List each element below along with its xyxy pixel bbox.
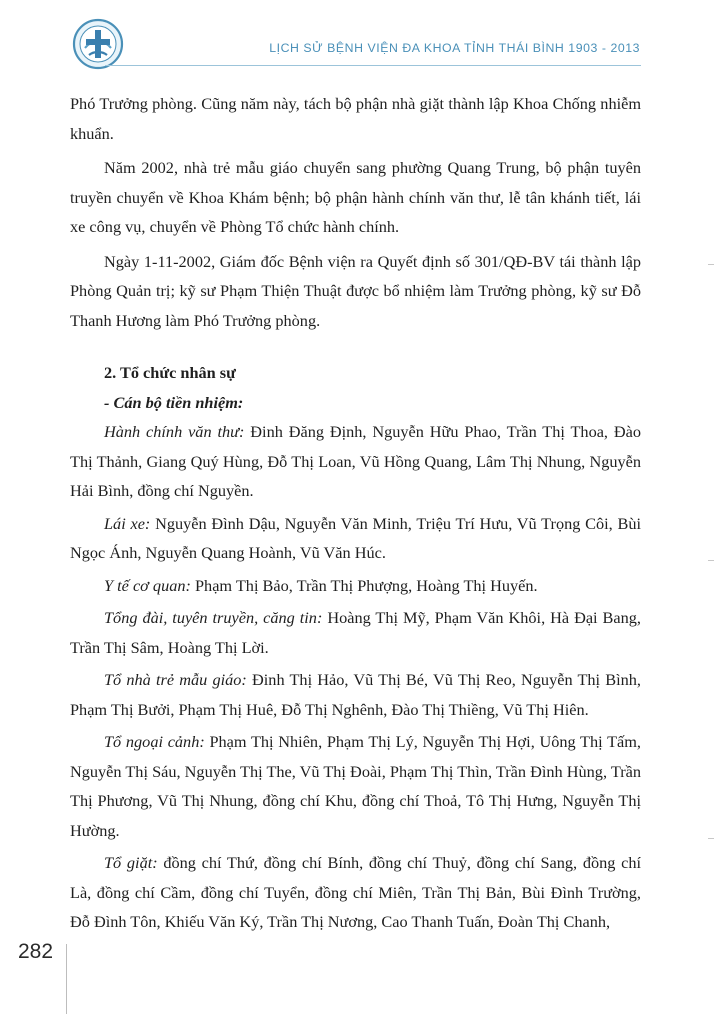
staff-group-medical bbox=[70, 571, 641, 601]
page-body bbox=[70, 89, 641, 937]
group-label: Tổng đài, tuyên truyền, căng tin: bbox=[104, 608, 323, 627]
running-header-title: LỊCH SỬ BỆNH VIỆN ĐA KHOA TỈNH THÁI BÌNH 1903 - 2013 bbox=[269, 41, 640, 55]
staff-group-nursery bbox=[70, 665, 641, 724]
subsection-heading: - Cán bộ tiền nhiệm: bbox=[104, 392, 244, 412]
margin-mark bbox=[708, 264, 714, 265]
group-label: Tổ nhà trẻ mẫu giáo: bbox=[104, 670, 247, 689]
group-label: Tổ giặt: bbox=[104, 853, 158, 872]
staff-group-switchboard bbox=[70, 603, 641, 662]
group-label: Y tế cơ quan: bbox=[104, 575, 191, 595]
paragraph-1: Phó Trưởng phòng. Cũng năm này, tách bộ phận nhà giặt thành lập Khoa Chống nhiễm khuẩn. bbox=[70, 94, 641, 143]
group-names: đồng chí Thứ, đồng chí Bính, đồng chí Thuỷ, đồng chí Sang, đồng chí Là, đồng chí Cầm, đồng chí Tuyển, đồng chí Miên, Trần Thị Bản, Bùi Đình Trường, Đỗ Đình Tôn, Khiếu Văn Ký, Trần Thị Nương, Cao Thanh Tuấn, Đoàn Thị Chanh, bbox=[70, 853, 641, 931]
group-label: Tổ ngoại cảnh: bbox=[104, 732, 205, 751]
group-names: Hoàng Thị Mỹ, Phạm Văn Khôi, Hà Đại Bang, Trần Thị Sâm, Hoàng Thị Lời. bbox=[70, 608, 641, 657]
section-heading: 2. Tổ chức nhân sự bbox=[104, 363, 236, 382]
staff-group-admin bbox=[70, 417, 641, 506]
group-names: Phạm Thị Nhiên, Phạm Thị Lý, Nguyễn Thị Hợi, Uông Thị Tấm, Nguyễn Thị Sáu, Nguyễn Thị The, Vũ Thị Đoài, Phạm Thị Thìn, Trần Đình Hùng, Trần Thị Phương, Vũ Thị Nhung, đồng chí Khu, đồng chí Thoả, Tô Thị Hưng, Nguyễn Thị Hường. bbox=[70, 732, 641, 840]
group-label: Lái xe: bbox=[104, 513, 151, 533]
paragraph-2: Năm 2002, nhà trẻ mẫu giáo chuyển sang phường Quang Trung, bộ phận tuyên truyền chuyển về Khoa Khám bệnh; bộ phận hành chính văn thư, lễ tân khánh tiết, lái xe công vụ, chuyển về Phòng Tổ chức hành chính. bbox=[70, 158, 641, 236]
footer-divider bbox=[66, 944, 67, 1014]
group-names: Phạm Thị Bảo, Trần Thị Phượng, Hoàng Thị Huyến. bbox=[190, 575, 538, 595]
staff-group-grounds bbox=[70, 727, 641, 845]
page-number: 282 bbox=[18, 940, 54, 963]
staff-group-drivers bbox=[70, 509, 641, 568]
hospital-logo-icon bbox=[72, 18, 124, 70]
header-divider bbox=[105, 65, 641, 66]
paragraph-3: Ngày 1-11-2002, Giám đốc Bệnh viện ra Quyết định số 301/QĐ-BV tái thành lập Phòng Quản trị; kỹ sư Phạm Thiện Thuật được bổ nhiệm làm Trưởng phòng, kỹ sư Đỗ Thanh Hương làm Phó Trưởng phòng. bbox=[70, 251, 641, 330]
group-label: Hành chính văn thư: bbox=[104, 422, 245, 441]
margin-mark bbox=[708, 838, 714, 839]
staff-group-laundry bbox=[70, 848, 641, 937]
margin-mark bbox=[708, 560, 714, 561]
group-names: Đinh Đăng Định, Nguyễn Hữu Phao, Trần Thị Thoa, Đào Thị Thảnh, Giang Quý Hùng, Đỗ Thị Loan, Vũ Hồng Quang, Lâm Thị Nhung, Nguyễn Hải Bình, đồng chí Nguyền. bbox=[70, 422, 641, 500]
group-names: Đinh Thị Hảo, Vũ Thị Bé, Vũ Thị Reo, Nguyễn Thị Bình, Phạm Thị Bưởi, Phạm Thị Huê, Đỗ Thị Nghênh, Đào Thị Thiềng, Vũ Thị Hiên. bbox=[70, 670, 641, 719]
group-names: Nguyễn Đình Dậu, Nguyễn Văn Minh, Triệu Trí Hưu, Vũ Trọng Côi, Bùi Ngọc Ánh, Nguyễn Quang Hoành, Vũ Văn Húc. bbox=[70, 513, 641, 562]
